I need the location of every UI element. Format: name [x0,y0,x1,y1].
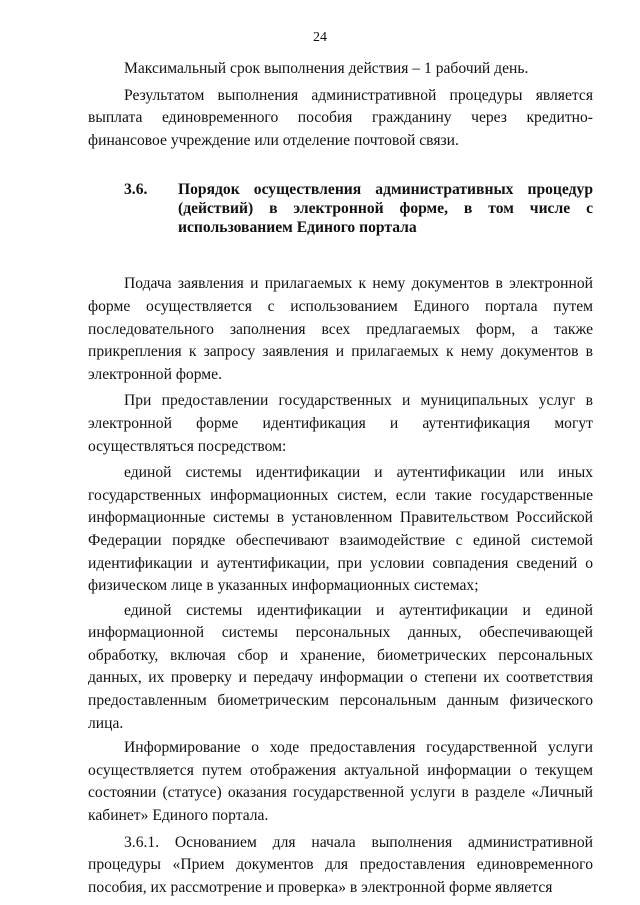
section-number: 3.6. [124,181,148,199]
list-item-biometric: единой системы идентификации и аутентификации и единой информационной системы персональных данных, обеспечивающей обработку, включая сбор и хранение, биометрических персональных данных, их проверку и передачу информации о степени их соответствия предоставленным биометрическим персональным данным физического лица. [88,601,593,732]
page-number: 24 [313,30,327,45]
paragraph-max-duration: Максимальный срок выполнения действия – 1 рабочий день. [124,60,529,77]
section-heading [88,180,593,237]
paragraph-3-6-1: 3.6.1. Основанием для начала выполнения административной процедуры «Прием документов для предоставления единовременного пособия, их рассмотрение и проверка» в электронной форме является [88,833,593,896]
paragraph-identification: При предоставлении государственных и муниципальных услуг в электронной форме идентификация и аутентификация могут осуществляться посредством: [88,392,593,455]
paragraph-informing: Информирование о ходе предоставления государственной услуги осуществляется путем отображения актуальной информации о текущем состоянии (статусе) оказания государственной услуги в разделе «Личный кабинет» Единого портала. [88,739,593,825]
list-item-esia: единой системы идентификации и аутентификации или иных государственных информационных систем, если такие государственные информационные системы в установленном Правительством Российской Федерации порядке обеспечивают взаимодействие с единой системой идентификации и аутентификации, при условии совпадения сведений о физическом лице в указанных информационных системах; [88,464,593,595]
section-title: Порядок осуществления административных процедур (действий) в электронной форме, в том числе с использованием Единого портала [178,181,593,237]
paragraph-result: Результатом выполнения административной процедуры является выплата единовременного пособия гражданину через кредитно-финансовое учреждение или отделение почтовой связи. [88,86,593,149]
paragraph-submission: Подача заявления и прилагаемых к нему документов в электронной форме осуществляется с использованием Единого портала путем последовательного заполнения всех предлагаемых форм, а также прикрепления к запросу заявления и прилагаемых к нему документов в электронной форме. [88,275,593,383]
page-content [88,58,593,903]
